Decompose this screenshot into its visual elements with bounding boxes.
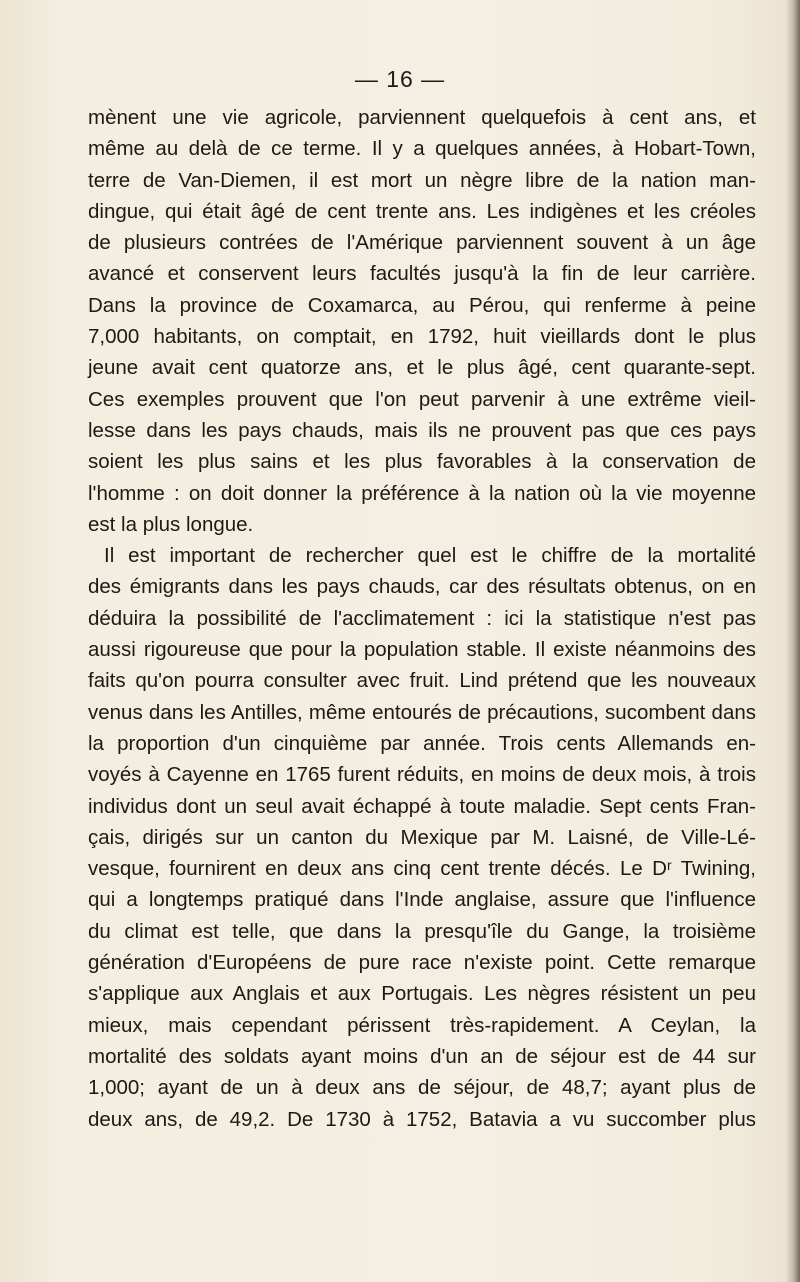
text-line: lesse dans les pays chauds, mais ils ne prouvent pas que ces pays (88, 418, 756, 442)
text-line: 1,000; ayant de un à deux ans de séjour, de 48,7; ayant plus de (88, 1076, 756, 1100)
text-line: la proportion d'un cinquième par année. Trois cents Allemands en- (88, 731, 756, 755)
text-line: mieux, mais cependant périssent très-rapidement. A Ceylan, la (88, 1013, 756, 1037)
text-line: est la plus longue. (88, 512, 254, 536)
text-line: qui a longtemps pratiqué dans l'Inde anglaise, assure que l'influence (88, 888, 756, 912)
text-line: vesque, fournirent en deux ans cinq cent trente décés. Le Dʳ Twining, (88, 857, 756, 881)
text-line: jeune avait cent quatorze ans, et le plus âgé, cent quarante-sept. (88, 356, 756, 380)
text-line: génération d'Européens de pure race n'existe point. Cette remarque (88, 951, 756, 975)
text-line: faits qu'on pourra consulter avec fruit. Lind prétend que les nouveaux (88, 669, 756, 693)
text-line: s'applique aux Anglais et aux Portugais. Les nègres résistent un peu (88, 982, 756, 1006)
paragraph-1 (88, 102, 756, 540)
page-edge-shadow (786, 0, 800, 1282)
text-line: avancé et conservent leurs facultés jusqu'à la fin de leur carrière. (88, 262, 756, 286)
text-line: mortalité des soldats ayant moins d'un an de séjour est de 44 sur (88, 1044, 756, 1068)
text-line: terre de Van-Diemen, il est mort un nègre libre de la nation man- (88, 168, 756, 192)
text-line: des émigrants dans les pays chauds, car des résultats obtenus, on en (88, 575, 756, 599)
page-number-header: — 16 — (354, 66, 446, 92)
text-line: voyés à Cayenne en 1765 furent réduits, en moins de deux mois, à trois (88, 763, 756, 787)
text-line: aussi rigoureuse que pour la population stable. Il existe néanmoins des (88, 638, 756, 662)
text-line: soient les plus sains et les plus favorables à la conservation de (88, 450, 756, 474)
text-line: çais, dirigés sur un canton du Mexique par M. Laisné, de Ville-Lé- (88, 825, 756, 849)
text-line: dingue, qui était âgé de cent trente ans. Les indigènes et les créoles (88, 199, 756, 223)
text-line: Ces exemples prouvent que l'on peut parvenir à une extrême vieil- (88, 387, 756, 411)
text-line: deux ans, de 49,2. De 1730 à 1752, Batavia a vu succomber plus (88, 1107, 756, 1131)
text-line: venus dans les Antilles, même entourés de précautions, sucombent dans (88, 700, 756, 724)
text-line: Dans la province de Coxamarca, au Pérou, qui renferme à peine (88, 293, 756, 317)
text-line: l'homme : on doit donner la préférence à la nation où la vie moyenne (88, 481, 756, 505)
text-line: de plusieurs contrées de l'Amérique parviennent souvent à un âge (88, 231, 756, 255)
text-line: individus dont un seul avait échappé à toute maladie. Sept cents Fran- (88, 794, 756, 818)
text-line: même au delà de ce terme. Il y a quelques années, à Hobart-Town, (88, 137, 756, 161)
text-line: 7,000 habitants, on comptait, en 1792, huit vieillards dont le plus (88, 325, 756, 349)
text-line: du climat est telle, que dans la presqu'île du Gange, la troisième (88, 919, 756, 943)
body-text (88, 102, 756, 1135)
text-line: déduira la possibilité de l'acclimatement : ici la statistique n'est pas (88, 606, 756, 630)
paragraph-2 (88, 540, 756, 1135)
text-line: Il est important de rechercher quel est le chiffre de la mortalité (104, 544, 756, 568)
text-line: mènent une vie agricole, parviennent quelquefois à cent ans, et (88, 106, 756, 129)
